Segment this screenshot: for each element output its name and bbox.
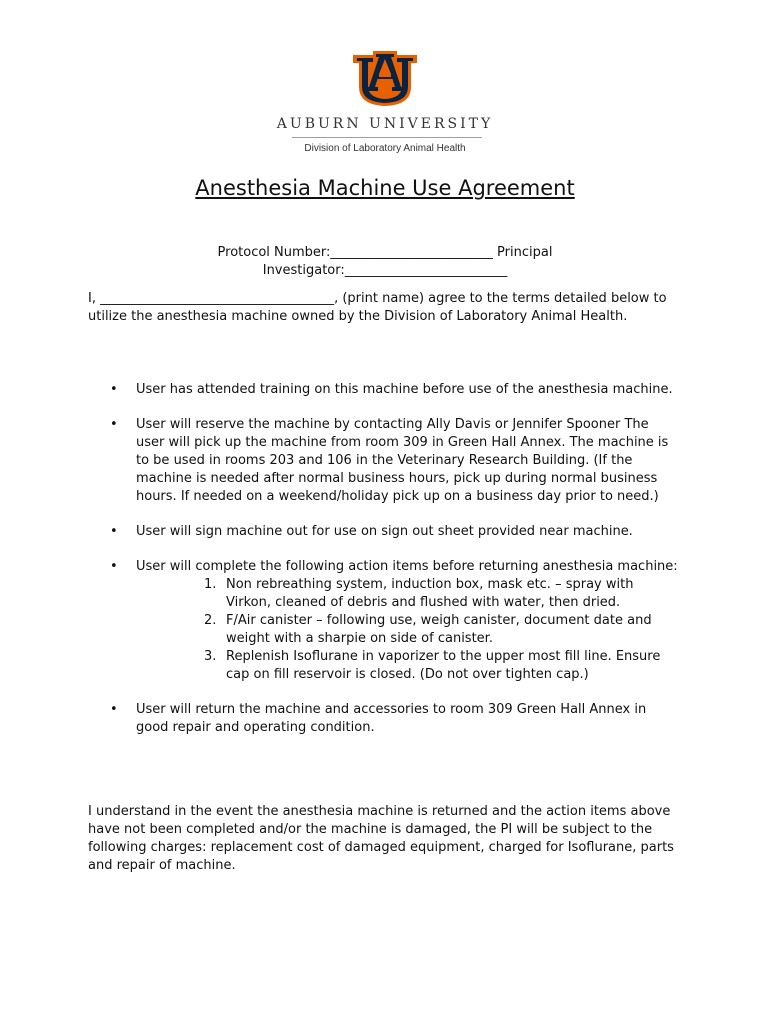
action-item — [204, 648, 680, 684]
list-item — [110, 523, 680, 541]
intro-paragraph: I, ____________________________________, (print name) agree to the terms detailed below to utilize the anesthesia machine owned by the Division of Laboratory Animal Health. — [88, 291, 667, 324]
action-item-text: Non rebreathing system, induction box, mask etc. – spray with Virkon, cleaned of debris and flushed with water, then dried. — [226, 577, 634, 610]
list-item — [110, 701, 680, 737]
action-item — [204, 612, 680, 648]
division-name: Division of Laboratory Animal Health — [304, 143, 466, 154]
action-item-number: 2. — [204, 613, 217, 628]
list-item-text: User will reserve the machine by contacting Ally Davis or Jennifer Spooner The user will pick up the machine from room 309 in Green Hall Annex. The machine is to be used in rooms 203 and 106 in the Veterinary Research Building. (If the machine is needed after normal business hours, pick up during normal business hours. If needed on a weekend/holiday pick up on a business day prior to need.) — [136, 417, 669, 504]
document-title: Anesthesia Machine Use Agreement — [195, 176, 575, 200]
closing-paragraph: I understand in the event the anesthesia machine is returned and the action items above have not been completed and/or the machine is damaged, the PI will be subject to the following charges: replacement cost of damaged equipment, charged for Isoflurane, parts and repair of machine. — [88, 804, 674, 873]
university-name: AUBURN UNIVERSITY — [276, 116, 494, 132]
list-item — [110, 416, 680, 506]
list-item-text: User will complete the following action items before returning anesthesia machine: — [136, 559, 678, 574]
auburn-logo — [349, 47, 421, 109]
action-item — [204, 576, 680, 612]
list-item-text: User will return the machine and accessories to room 309 Green Hall Annex in good repair and operating condition. — [136, 702, 647, 735]
list-item — [110, 381, 680, 399]
protocol-block — [190, 244, 580, 280]
list-item — [110, 558, 680, 684]
terms-list — [110, 381, 680, 754]
list-item-text: User will sign machine out for use on sign out sheet provided near machine. — [136, 524, 633, 539]
action-item-number: 3. — [204, 649, 217, 664]
list-item-text: User has attended training on this machine before use of the anesthesia machine. — [136, 382, 673, 397]
action-item-text: F/Air canister – following use, weigh canister, document date and weight with a sharpie on side of canister. — [226, 613, 652, 646]
action-items-list — [136, 576, 680, 684]
header-divider — [292, 137, 482, 138]
action-item-number: 1. — [204, 577, 217, 592]
investigator-line: Investigator:_________________________ — [262, 263, 508, 278]
action-item-text: Replenish Isoflurane in vaporizer to the upper most fill line. Ensure cap on fill reservoir is closed. (Do not over tighten cap.) — [226, 649, 661, 682]
protocol-number-line: Protocol Number:_________________________ Principal — [217, 245, 553, 260]
